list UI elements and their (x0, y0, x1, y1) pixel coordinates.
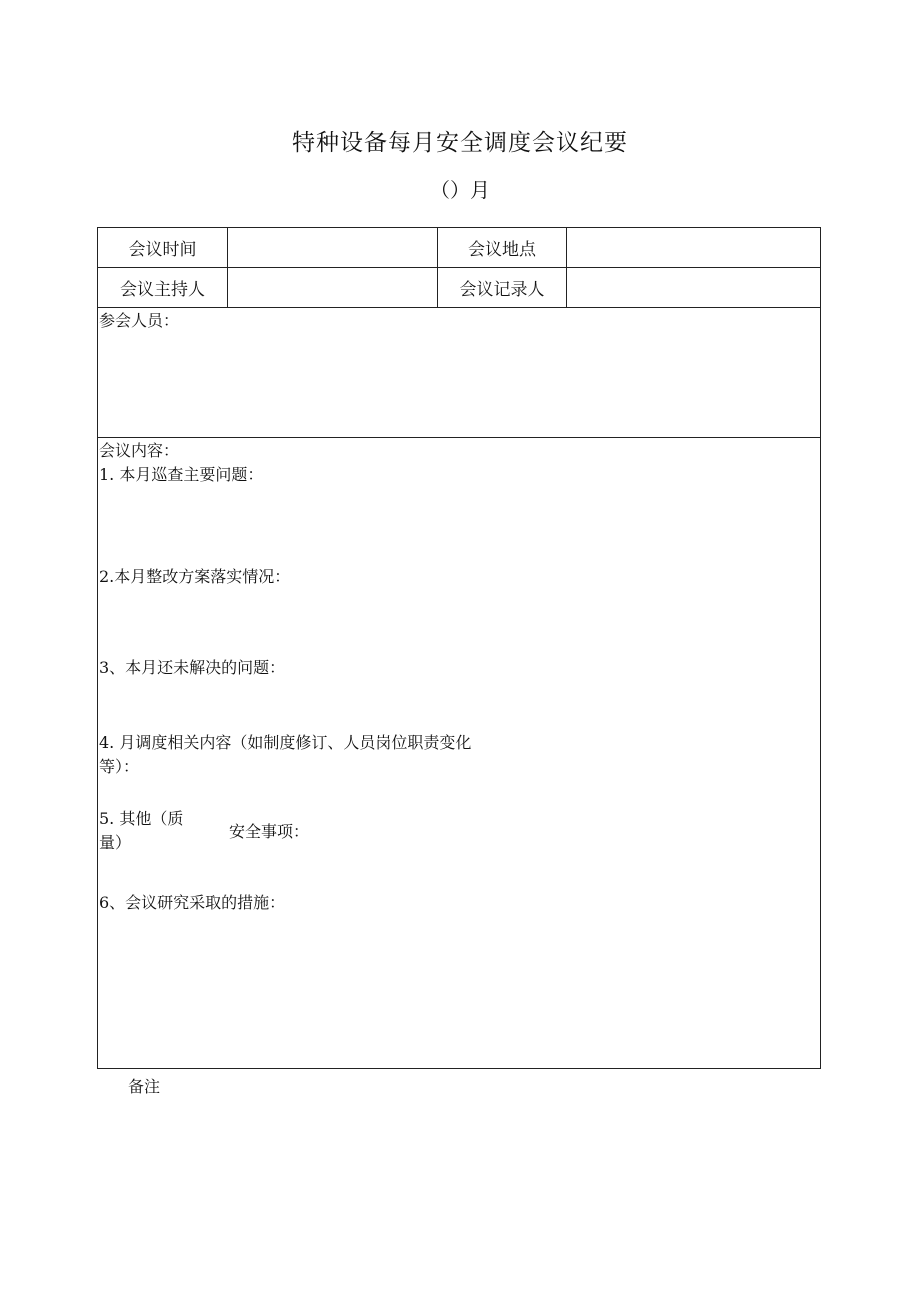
host-label: 会议主持人 (98, 268, 228, 307)
recorder-label: 会议记录人 (438, 268, 567, 307)
meeting-place-label: 会议地点 (438, 228, 567, 267)
meeting-minutes-form (97, 227, 821, 1069)
content-item-5-line2: 量） (99, 833, 132, 852)
document-title: 特种设备每月安全调度会议纪要 (292, 130, 628, 156)
content-label: 会议内容： (99, 441, 180, 460)
content-item-6: 6、会议研究采取的措施： (99, 893, 286, 912)
meeting-content-section[interactable] (98, 438, 820, 1068)
content-item-3: 3、本月还未解决的问题： (99, 658, 286, 677)
document-subtitle: （）月 (430, 178, 490, 202)
recorder-field[interactable] (567, 268, 820, 307)
meeting-time-field[interactable] (228, 228, 438, 267)
content-item-2: 2.本月整改方案落实情况： (99, 567, 291, 586)
form-row-time-place (98, 228, 820, 268)
form-row-host-recorder (98, 268, 820, 308)
attendees-label: 参会人员： (99, 311, 180, 330)
meeting-place-field[interactable] (567, 228, 820, 267)
attendees-section[interactable] (98, 308, 820, 438)
meeting-time-label: 会议时间 (98, 228, 228, 267)
host-field[interactable] (228, 268, 438, 307)
content-item-1: 1. 本月巡查主要问题： (99, 465, 264, 484)
content-item-4-line2: 等）： (99, 757, 140, 776)
content-item-4-line1: 4. 月调度相关内容（如制度修订、人员岗位职责变化 (99, 733, 472, 752)
content-item-5-line1: 5. 其他（质 (99, 809, 184, 828)
content-item-5-safety: 安全事项： (229, 822, 310, 841)
remarks-label: 备注 (128, 1077, 161, 1096)
